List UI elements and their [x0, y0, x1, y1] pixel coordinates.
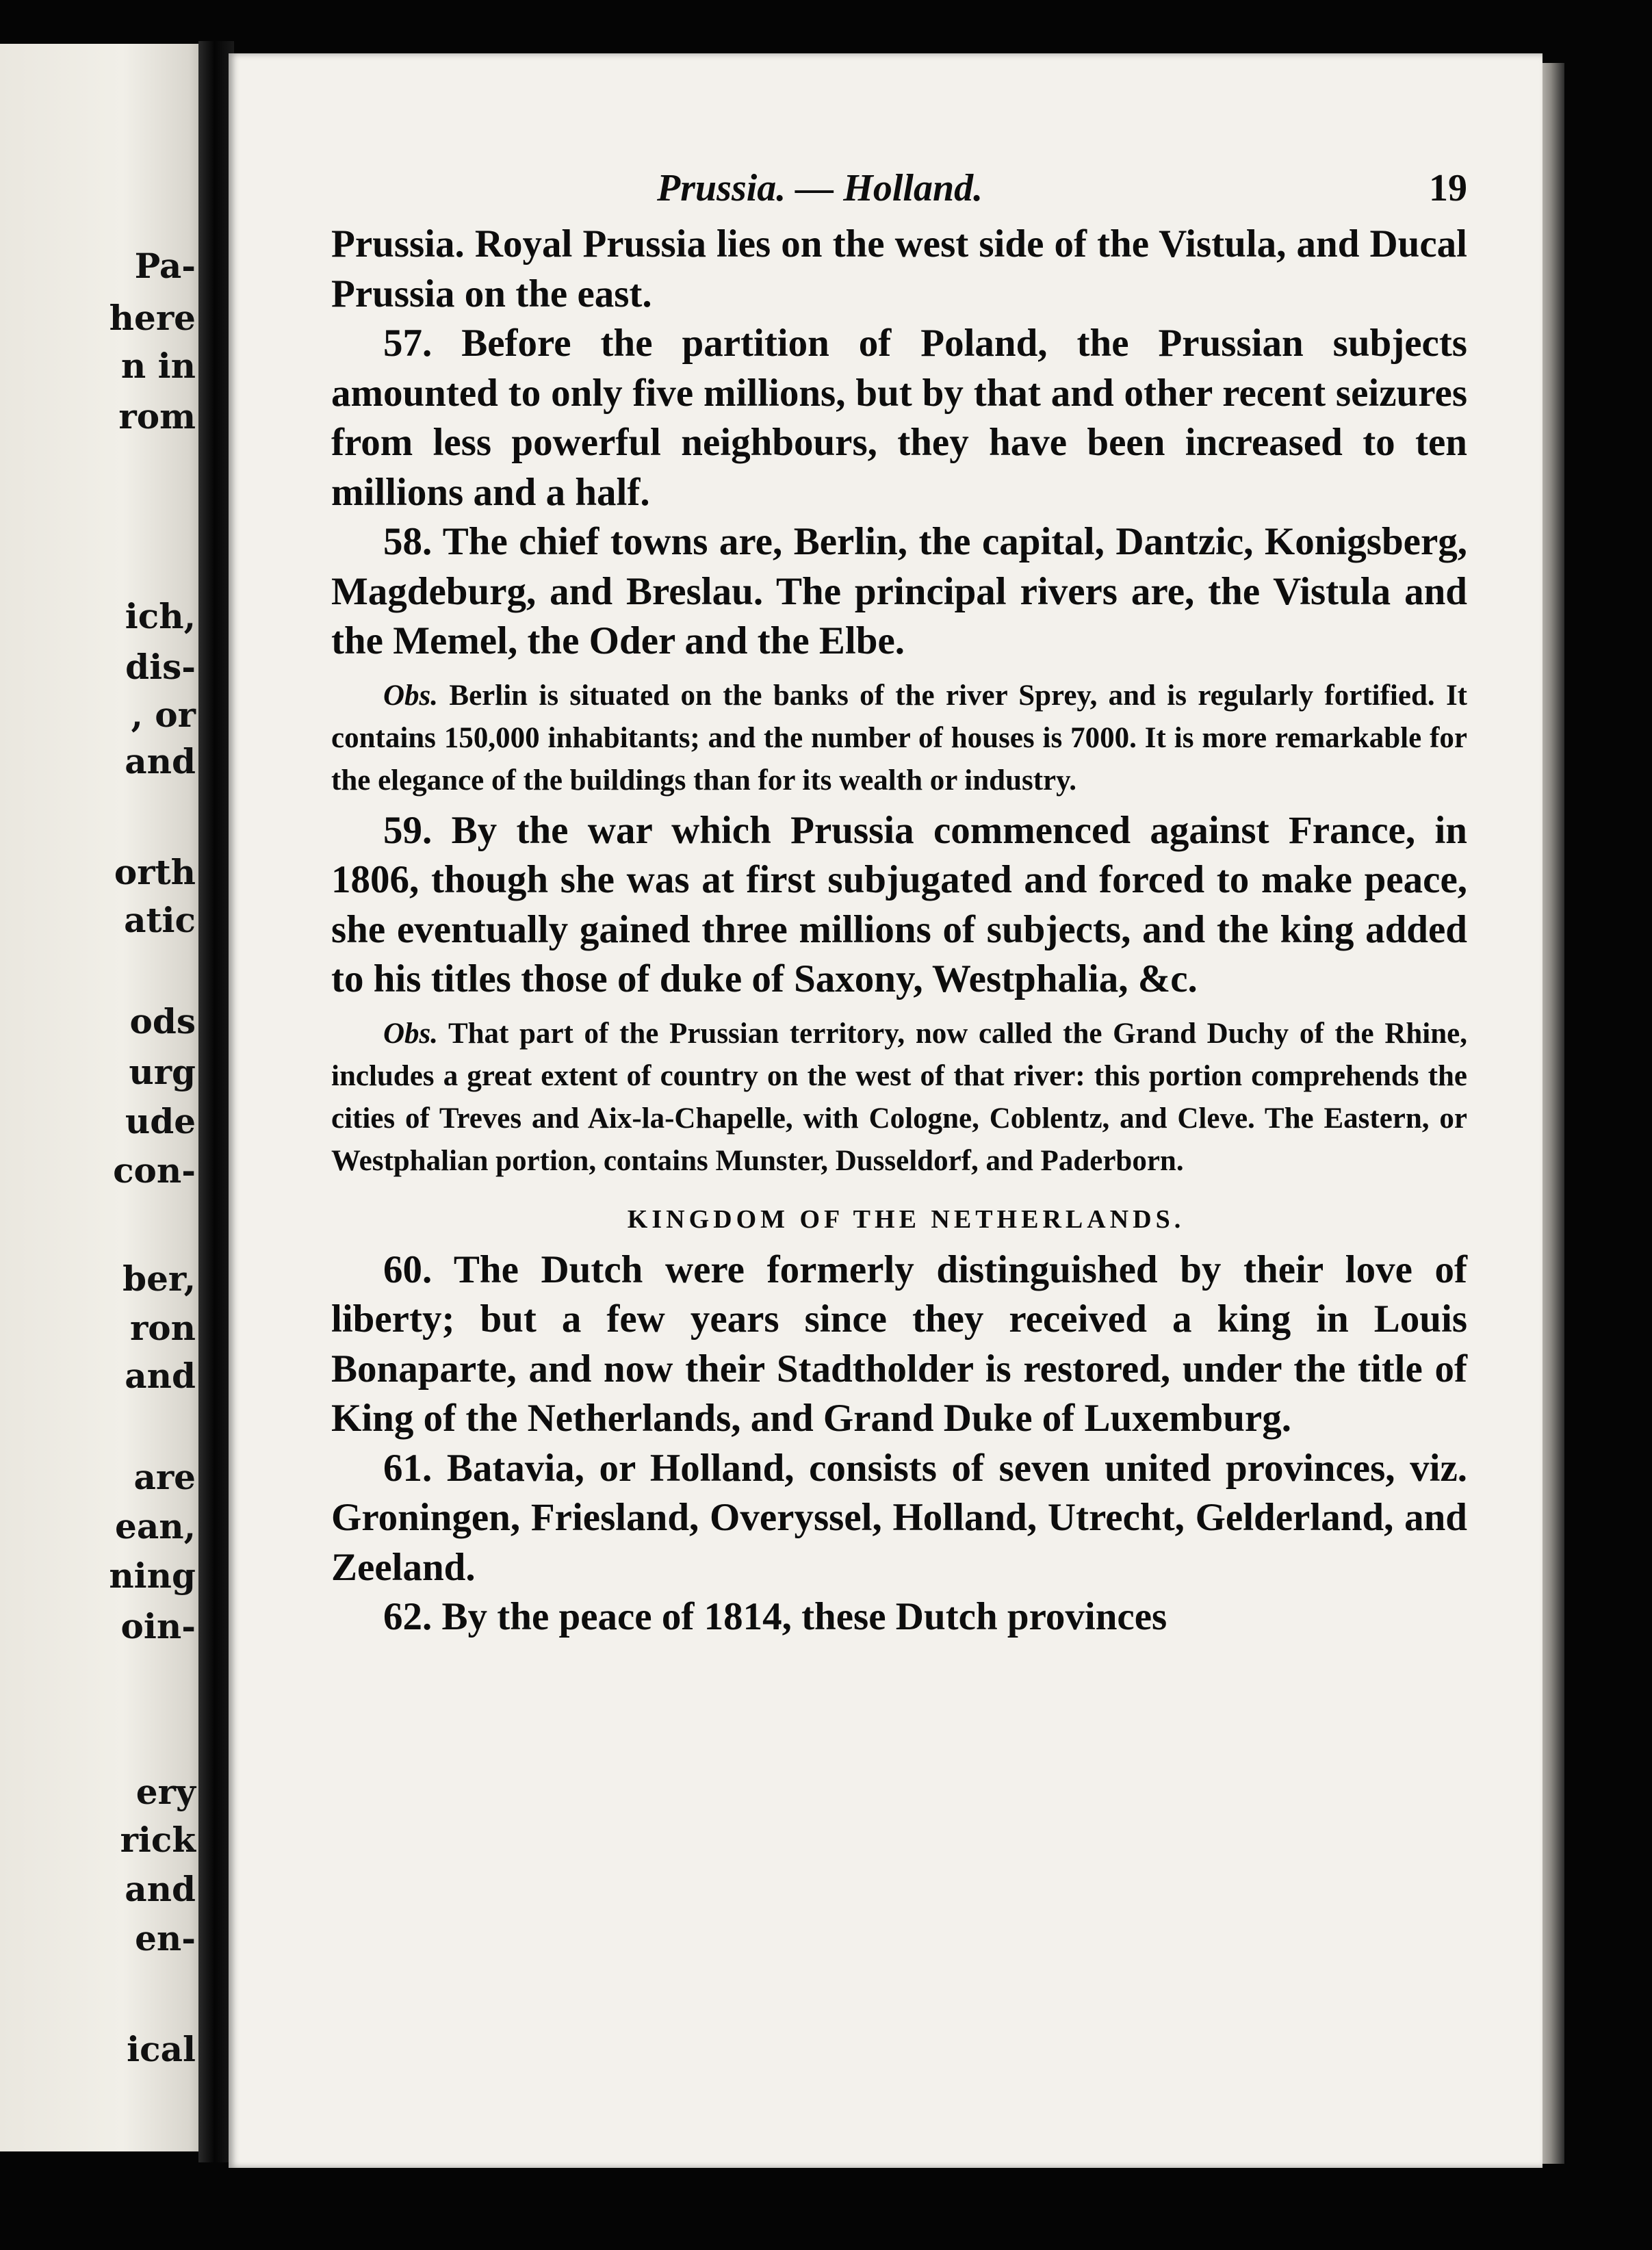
- left-page-text: dis-: [125, 647, 196, 687]
- book-page: [229, 53, 1543, 2168]
- left-page-text: ical: [127, 2029, 196, 2069]
- left-page-text: oin-: [120, 1606, 196, 1646]
- obs-text: Berlin is situated on the banks of the river Sprey, and is regularly fortified. It contains 150,000 inhabitants; and the number of houses is 7000. It is more remarkable for the elegance of the buildings than for its wealth or industry.: [331, 679, 1468, 797]
- left-page-text: en-: [135, 1918, 196, 1958]
- left-page-text: ery: [135, 1772, 196, 1812]
- left-page-text: ude: [125, 1101, 196, 1141]
- page-text-block: [331, 166, 1467, 1642]
- obs-label: Obs.: [383, 1017, 439, 1050]
- left-page-fragment: [0, 44, 205, 2151]
- observation-berlin: [331, 675, 1467, 802]
- paragraph-62: 62. By the peace of 1814, these Dutch provinces: [383, 1595, 1167, 1638]
- left-page-text: rom: [118, 396, 196, 437]
- running-title: Prussia. — Holland.: [657, 167, 983, 209]
- section-heading: KINGDOM OF THE NETHERLANDS.: [627, 1204, 1185, 1234]
- left-page-text: ber,: [122, 1258, 196, 1299]
- left-page-text: con-: [113, 1150, 196, 1191]
- left-page-text: ron: [129, 1308, 196, 1348]
- paragraph-60: 60. The Dutch were formerly distinguished by their love of liberty; but a few years since they received a king in Louis Bonaparte, and now their Stadtholder is restored, under the title of King of the Netherlands, and Grand Duke of Luxemburg.: [331, 1247, 1467, 1440]
- left-page-text: ning: [109, 1555, 196, 1596]
- left-page-text: ich,: [125, 596, 196, 636]
- obs-text: That part of the Prussian territory, now called the Grand Duchy of the Rhine, includes a great extent of country on the west of that river: this portion comprehends the cities of Treves and Aix-la-Chapelle, with Cologne, Coblentz, and Cleve. The Eastern, or Westphalian portion, contains Munster, Dusseldorf, and Paderborn.: [331, 1017, 1467, 1177]
- left-page-text: atic: [124, 900, 196, 940]
- left-page-text: rick: [120, 1820, 196, 1860]
- left-page-text: are: [133, 1457, 196, 1497]
- paragraph-58: 58. The chief towns are, Berlin, the capital, Dantzic, Konigsberg, Magdeburg, and Breslau. The principal rivers are, the Vistula and the Memel, the Oder and the Elbe.: [331, 520, 1467, 662]
- running-head: [331, 166, 1467, 220]
- left-page-text: urg: [129, 1052, 196, 1092]
- obs-label: Obs.: [383, 679, 439, 712]
- left-page-text: here: [109, 298, 196, 338]
- left-page-text: orth: [114, 852, 196, 892]
- paragraph-61: 61. Batavia, or Holland, consists of seven united provinces, viz. Groningen, Friesland, Overyssel, Holland, Utrecht, Gelderland, and Zeeland.: [331, 1446, 1467, 1589]
- paragraph-57: 57. Before the partition of Poland, the Prussian subjects amounted to only five millions, but by that and other recent seizures from less powerful neighbours, they have been increased to ten millions and a half.: [331, 322, 1467, 514]
- left-page-text: ean,: [115, 1506, 196, 1547]
- left-page-text: and: [125, 1869, 196, 1909]
- left-page-text: Pa-: [134, 246, 196, 286]
- paragraph-continued: Prussia. Royal Prussia lies on the west side of the Vistula, and Ducal Prussia on the east.: [331, 222, 1467, 315]
- page-number: 19: [1429, 167, 1467, 209]
- paragraph-59: 59. By the war which Prussia commenced against France, in 1806, though she was at first subjugated and forced to make peace, she eventually gained three millions of subjects, and the king added to his titles those of duke of Saxony, Westphalia, &c.: [331, 808, 1467, 1000]
- left-page-text: ods: [129, 1001, 196, 1042]
- observation-rhine: [331, 1013, 1467, 1182]
- left-page-text: and: [125, 741, 196, 781]
- left-page-text: , or: [131, 695, 196, 735]
- left-page-text: and: [125, 1356, 196, 1396]
- left-page-text: n in: [120, 346, 196, 386]
